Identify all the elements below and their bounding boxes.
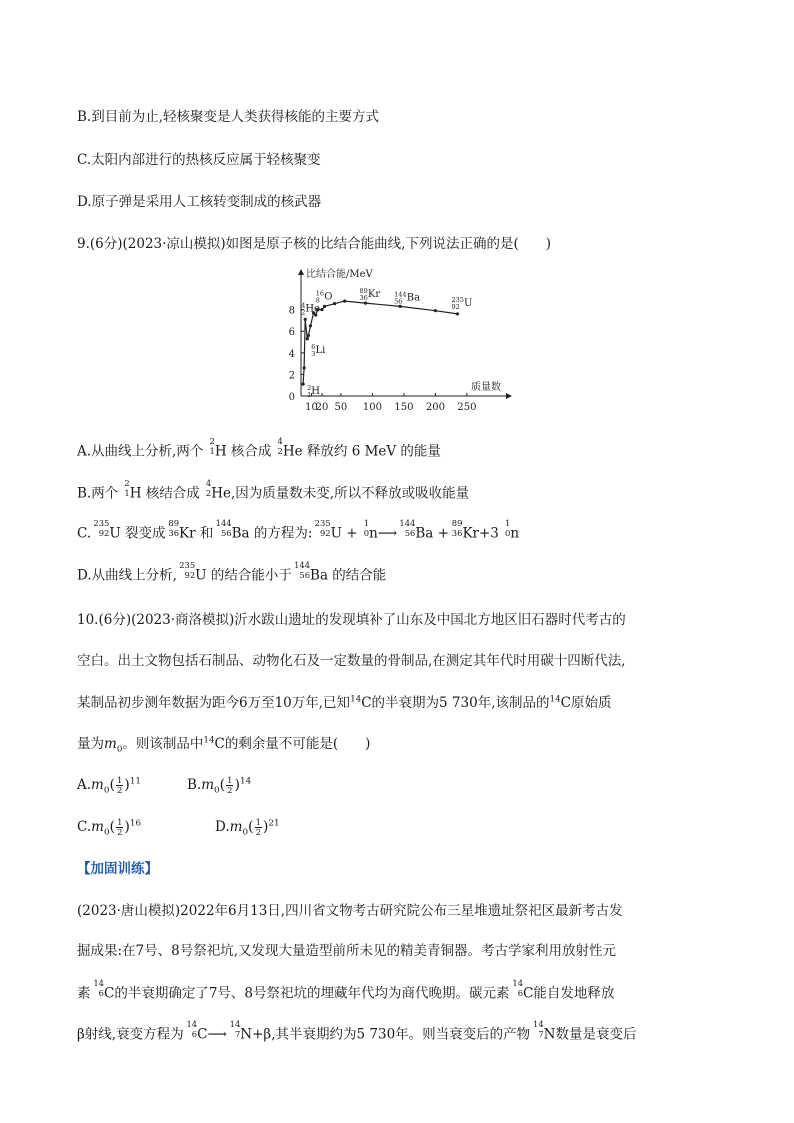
binding-energy-curve bbox=[303, 301, 457, 384]
data-point bbox=[333, 302, 336, 305]
data-point bbox=[320, 308, 323, 311]
x-axis-label: 质量数 bbox=[471, 382, 501, 393]
nuclide-label-u: $^{235}$ 92 U bbox=[451, 295, 473, 311]
x-tick-label: 10 bbox=[305, 402, 318, 413]
data-point bbox=[307, 334, 310, 337]
y-tick-label: 4 bbox=[288, 348, 295, 360]
x-tick-label: 200 bbox=[425, 402, 445, 413]
data-point bbox=[302, 383, 305, 386]
q10-option-d: $D.m_0$( $\frac{1}{2}$ )$^{21}$ bbox=[215, 817, 280, 838]
data-point bbox=[323, 305, 326, 308]
q9-stem: 9.(6分)(2023·凉山模拟)如图是原子核的比结合能曲线,下列说法正确的是( ) bbox=[77, 236, 552, 252]
data-point bbox=[306, 337, 309, 340]
y-axis-label: 比结合能/MeV bbox=[306, 269, 373, 280]
extra-line-1: (2023·唐山模拟)2022年6月13日,四川省文物考古研究院公布三星堆遗址祭祀区最新考古发 bbox=[77, 903, 623, 919]
x-tick-label: 150 bbox=[394, 402, 414, 413]
extra-line-3: 素 14 6 C的半衰期确定了7号、8号祭祀坑的埋藏年代均为商代晚期。碳元素 14 6 C能自发地释放 bbox=[77, 978, 615, 1002]
section-title: 【加固训练】 bbox=[77, 861, 158, 877]
y-tick-label: 0 bbox=[288, 392, 295, 403]
extra-line-2: 掘成果:在7号、8号祭祀坑,又发现大量造型前所未见的精美青铜器。考古学家利用放射性元 bbox=[77, 943, 617, 959]
q10-line-2: 空白。出土文物包括石制品、动物化石及一定数量的骨制品,在测定其年代时用碳十四断代法, bbox=[77, 653, 626, 669]
data-point bbox=[456, 312, 459, 315]
q10-option-b: $B.m_0$( $\frac{1}{2}$ )$^{14}$ bbox=[187, 775, 252, 796]
x-tick-label: 100 bbox=[362, 402, 382, 413]
nuclide-label-o: $^{16}$ 8 O bbox=[315, 289, 333, 305]
binding-energy-chart bbox=[280, 265, 520, 420]
data-point bbox=[304, 318, 307, 321]
x-tick-label: 250 bbox=[457, 402, 477, 413]
nuclide-label-h: $^2$ 1H bbox=[307, 384, 321, 400]
data-point bbox=[309, 324, 312, 327]
q10-option-a: $A.m_0$( $\frac{1}{2}$ )$^{11}$ bbox=[77, 775, 141, 796]
data-point bbox=[303, 366, 306, 369]
x-tick-label: 50 bbox=[334, 402, 348, 413]
extra-line-4: β射线,衰变方程为 14 6 C⟶ 14 7 N+β,其半衰期约为5 730年。则当衰变后的产物 14 7 N数量是衰变后 bbox=[77, 1019, 637, 1043]
nuclide-label-li: $^6$ 3Li bbox=[311, 342, 326, 358]
x-axis-arrow bbox=[506, 393, 512, 399]
y-tick-label: 8 bbox=[288, 305, 295, 317]
x-tick-label: 20 bbox=[315, 402, 329, 413]
nuclide-label-he: $^4$ 2He bbox=[301, 301, 321, 317]
q10-option-c: $C.m_0$( $\frac{1}{2}$ )$^{16}$ bbox=[77, 817, 142, 838]
q9-option-d: D.从曲线上分析, 235 92 U 的结合能小于 144 56 Ba 的结合能 bbox=[77, 560, 387, 584]
data-point bbox=[343, 299, 346, 302]
nuclide-label-kr: $^{89}$ 36Kr bbox=[359, 287, 381, 303]
option-b-prev: B.到目前为止,轻核聚变是人类获得核能的主要方式 bbox=[77, 109, 380, 125]
y-tick-label: 6 bbox=[288, 327, 295, 339]
option-d-prev: D.原子弹是采用人工核转变制成的核武器 bbox=[77, 194, 322, 210]
option-c-prev: C.太阳内部进行的热核反应属于轻核聚变 bbox=[77, 152, 321, 168]
q9-option-c: C. 235 92 U 裂变成 89 36 Kr 和 144 56 Ba 的方程为: 235 92 U + 1 0 n⟶ 144 56 Ba + 89 36 Kr+3 1 0 n bbox=[77, 518, 520, 542]
q10-line-4: 量为$m_0$。则该制品中$^{14}$C的剩余量不可能是( ) bbox=[77, 735, 371, 755]
y-axis-arrow bbox=[298, 269, 304, 275]
y-tick-label: 2 bbox=[288, 370, 295, 382]
q10-line-3: 某制品初步测年数据为距今6万至10万年,已知$^{14}$C的半衰期为5 730年,该制品的$^{14}$C原始质 bbox=[77, 694, 612, 711]
nuclide-label-ba: $^{144}$ 56 Ba bbox=[394, 290, 421, 306]
q9-option-b: B.两个 2 1 H 核结合成 4 2 He,因为质量数未变,所以不释放或吸收能量 bbox=[77, 478, 470, 502]
q9-option-a: A.从曲线上分析,两个 2 1 H 核合成 4 2 He 释放约 6 MeV 的能量 bbox=[77, 436, 441, 460]
q10-line-1: 10.(6分)(2023·商洛模拟)沂水跋山遗址的发现填补了山东及中国北方地区旧石器时代考古的 bbox=[77, 612, 626, 628]
data-point bbox=[434, 309, 437, 312]
